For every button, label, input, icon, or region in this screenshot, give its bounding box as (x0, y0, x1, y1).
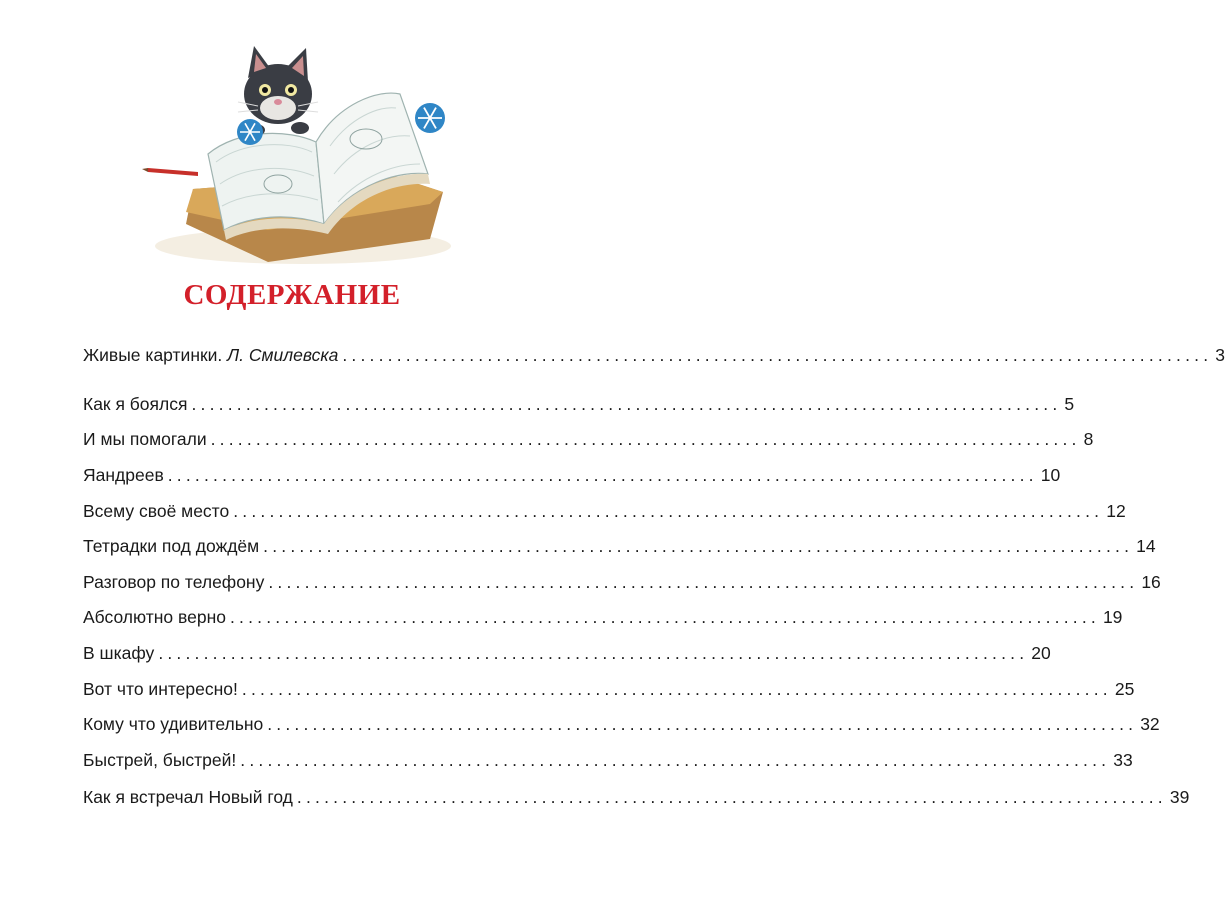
toc-entry-title: Быстрей, быстрей! (83, 750, 237, 770)
toc-entry-page: 16 (1141, 572, 1161, 592)
toc-entry-page: 19 (1102, 607, 1123, 627)
toc-entry[interactable] (83, 747, 1133, 773)
toc-entry-page: 3 (1215, 345, 1225, 365)
toc-entry[interactable] (83, 342, 1225, 368)
dot-leader: ................................................................................................ (267, 714, 1138, 734)
dot-leader: ................................................................................................ (229, 607, 1100, 627)
snowflake-icon (237, 119, 263, 145)
dot-leader: ................................................................................................ (167, 465, 1038, 485)
toc-entry-page: 5 (1064, 394, 1075, 414)
toc-entry[interactable] (83, 711, 1160, 737)
toc-entry[interactable] (83, 533, 1156, 559)
toc-entry-page: 39 (1169, 787, 1190, 807)
toc-entry[interactable] (83, 784, 1190, 810)
toc-entry[interactable] (83, 604, 1123, 630)
toc-entry-title: Как я боялся (83, 394, 188, 414)
toc-entry-page: 33 (1113, 750, 1133, 770)
toc-entry-page: 8 (1083, 429, 1094, 449)
book-kitten-illustration (138, 34, 460, 280)
toc-entry-title: Живые картинки. Л. Смилевска (83, 345, 339, 365)
toc-entry-title: Абсолютно верно (83, 607, 226, 627)
dot-leader: ................................................................................................ (263, 536, 1134, 556)
toc-entry-title: И мы помогали (83, 429, 207, 449)
toc-entry-title: Кому что удивительно (83, 714, 264, 734)
dot-leader: ................................................................................................ (191, 394, 1062, 414)
toc-entry-title: Яандреев (83, 465, 164, 485)
dot-leader: ................................................................................................ (158, 643, 1029, 663)
toc-entry[interactable] (83, 569, 1161, 595)
toc-entry[interactable] (83, 462, 1061, 488)
dot-leader: ................................................................................................ (296, 787, 1167, 807)
dot-leader: ................................................................................................ (240, 750, 1111, 770)
dot-leader: ................................................................................................ (233, 501, 1104, 521)
toc-entry-title: Разговор по телефону (83, 572, 265, 592)
toc-entry-page: 20 (1031, 643, 1051, 663)
toc-entry-author: Л. Смилевска (227, 345, 339, 365)
toc-entry-title: Всему своё место (83, 501, 230, 521)
toc-entry-page: 25 (1114, 679, 1135, 699)
dot-leader: ................................................................................................ (210, 429, 1081, 449)
toc-entry[interactable] (83, 640, 1051, 666)
toc-entry[interactable] (83, 391, 1075, 417)
pencil-icon (142, 168, 198, 176)
toc-entry-page: 32 (1140, 714, 1160, 734)
dot-leader: ................................................................................................ (241, 679, 1112, 699)
toc-entry[interactable] (83, 676, 1135, 702)
toc-entry-page: 12 (1106, 501, 1126, 521)
toc-entry[interactable] (83, 498, 1126, 524)
snowflake-icon (415, 103, 445, 133)
toc-entry-page: 14 (1136, 536, 1156, 556)
toc-entry[interactable] (83, 426, 1094, 452)
toc-entry-title: Вот что интересно! (83, 679, 238, 699)
toc-entry-title: Тетрадки под дождём (83, 536, 260, 556)
dot-leader: ................................................................................................ (268, 572, 1139, 592)
toc-entry-title: Как я встречал Новый год (83, 787, 293, 807)
page-title: СОДЕРЖАНИЕ (183, 279, 401, 311)
toc-entry-page: 10 (1040, 465, 1061, 485)
toc-entry-title: В шкафу (83, 643, 155, 663)
dot-leader: ................................................................................................ (342, 345, 1213, 365)
